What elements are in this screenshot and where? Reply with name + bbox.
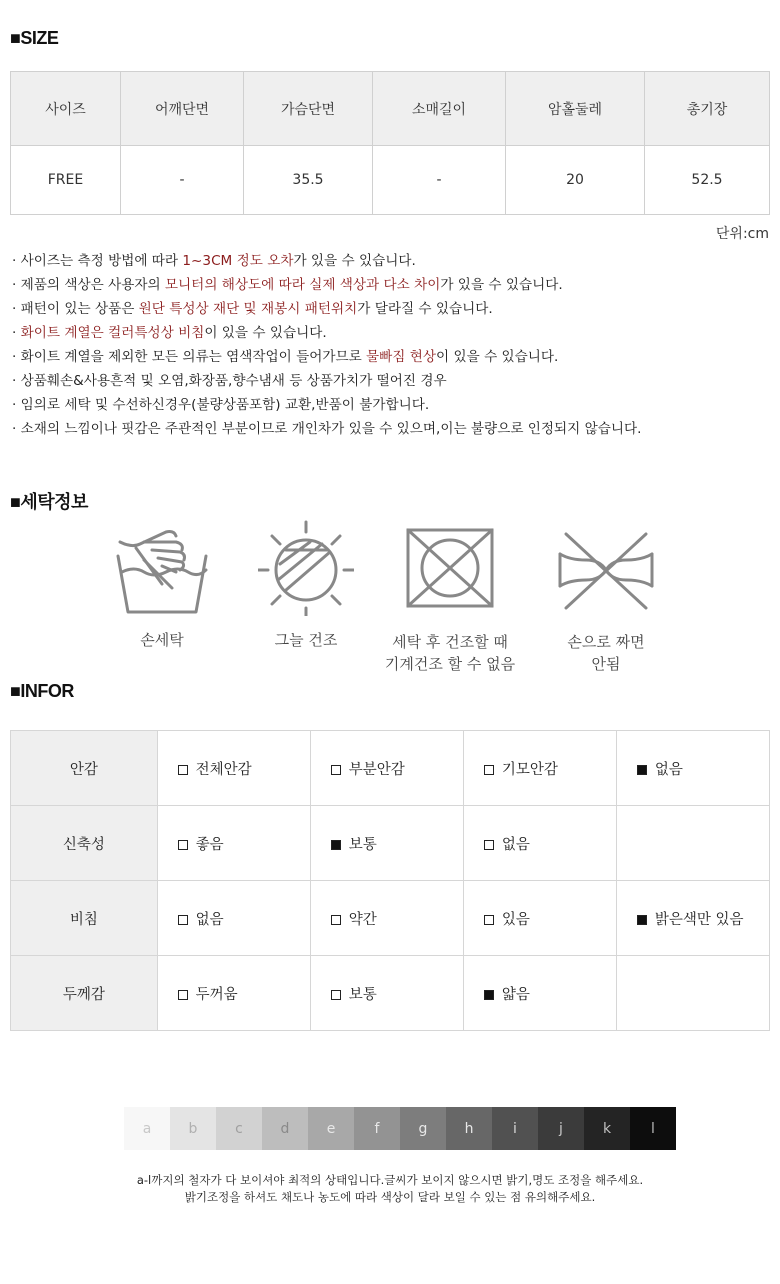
notice-text: · 화이트 계열을 제외한 모든 의류는 염색작업이 들어가므로 [12, 349, 367, 365]
info-option-cell [463, 956, 616, 1031]
care-section-title: ■세탁정보 [10, 492, 88, 512]
checked-box-icon [484, 990, 494, 1000]
info-table [10, 730, 770, 1031]
care-label: 세탁 후 건조할 때 기계건조 할 수 없음 [384, 633, 516, 673]
info-option-text: 없음 [195, 911, 224, 928]
info-row [11, 956, 770, 1031]
brightness-swatch: c [216, 1107, 262, 1150]
notice-highlight: 1~3CM 정도 오차 [182, 253, 294, 269]
notice-item [12, 249, 641, 273]
notice-item [12, 345, 641, 369]
size-header-cell: 소매길이 [373, 72, 506, 146]
brightness-swatch: h [446, 1107, 492, 1150]
brightness-swatch: g [400, 1107, 446, 1150]
info-option-text: 약간 [348, 911, 377, 928]
info-option-cell [310, 806, 463, 881]
notice-text: · 상품훼손&사용흔적 및 오염,화장품,향수냄새 등 상품가치가 떨어진 경우 [12, 373, 447, 389]
notice-highlight: 모니터의 해상도에 따라 실제 색상과 다소 차이 [164, 277, 441, 293]
brightness-swatch: l [630, 1107, 676, 1150]
size-header-cell: 어깨단면 [121, 72, 244, 146]
care-label: 손세탁 [140, 631, 184, 649]
notice-text: · 소재의 느낌이나 핏감은 주관적인 부분이므로 개인차가 있을 수 있으며,이는 불량으로 인정되지 않습니다. [12, 421, 642, 437]
size-header-cell: 총기장 [645, 72, 770, 146]
size-header-cell: 가슴단면 [244, 72, 373, 146]
info-option-text: 있음 [501, 911, 530, 928]
unchecked-box-icon [484, 915, 494, 925]
no-tumble-dry-icon [402, 520, 498, 616]
info-option-cell [310, 881, 463, 956]
size-section-title: ■SIZE [10, 28, 59, 48]
notice-item [12, 297, 641, 321]
info-option-cell [157, 956, 310, 1031]
shade-dry-icon [258, 520, 354, 616]
info-option-cell [463, 881, 616, 956]
notice-highlight: 원단 특성상 재단 및 재봉시 패턴위치 [138, 301, 358, 317]
notice-list [12, 249, 641, 441]
size-cell: - [121, 146, 244, 215]
notice-text: 이 있을 수 있습니다. [204, 325, 327, 341]
brightness-swatch: b [170, 1107, 216, 1150]
size-header-cell: 사이즈 [11, 72, 121, 146]
notice-text: · 임의로 세탁 및 수선하신경우(불량상품포함) 교환,반품이 불가합니다. [12, 397, 430, 413]
size-table-row [11, 146, 770, 215]
unchecked-box-icon [331, 915, 341, 925]
notice-text: 이 있을 수 있습니다. [436, 349, 559, 365]
info-option-text: 부분안감 [348, 761, 405, 778]
size-table [10, 71, 770, 215]
notice-item [12, 273, 641, 297]
notice-item [12, 321, 641, 345]
notice-highlight: 화이트 계열은 컬러특성상 비침 [20, 325, 205, 341]
brightness-swatch: d [262, 1107, 308, 1150]
info-option-cell [157, 806, 310, 881]
notice-highlight: 물빠짐 현상 [366, 349, 437, 365]
unchecked-box-icon [178, 840, 188, 850]
info-row [11, 806, 770, 881]
size-cell: 35.5 [244, 146, 373, 215]
checked-box-icon [637, 915, 647, 925]
info-row-label: 신축성 [11, 806, 158, 881]
info-option-cell [463, 806, 616, 881]
info-row-label: 안감 [11, 731, 158, 806]
checked-box-icon [331, 840, 341, 850]
info-option-cell [310, 956, 463, 1031]
no-wring-icon [556, 520, 656, 616]
info-option-text: 밝은색만 있음 [654, 911, 744, 928]
notice-item [12, 393, 641, 417]
notice-text: · 제품의 색상은 사용자의 [12, 277, 165, 293]
info-option-text: 보통 [348, 986, 377, 1003]
footer-note [0, 1172, 780, 1206]
info-option-text: 보통 [348, 836, 377, 853]
unchecked-box-icon [331, 990, 341, 1000]
size-unit: 단위:cm [715, 226, 769, 242]
size-cell: FREE [11, 146, 121, 215]
notice-text: · 패턴이 있는 상품은 [12, 301, 139, 317]
care-label: 그늘 건조 [274, 631, 338, 649]
info-option-cell [157, 731, 310, 806]
info-option-text: 전체안감 [195, 761, 252, 778]
notice-text: 가 달라질 수 있습니다. [357, 301, 493, 317]
info-row [11, 881, 770, 956]
unchecked-box-icon [484, 840, 494, 850]
info-option-text: 없음 [654, 761, 683, 778]
info-row-label: 두께감 [11, 956, 158, 1031]
brightness-test-strip [124, 1107, 676, 1150]
info-option-cell [616, 956, 769, 1031]
footer-line: a-l까지의 철자가 다 보이셔야 최적의 상태입니다.글씨가 보이지 않으시면 밝기,명도 조정을 해주세요. [136, 1173, 644, 1187]
info-option-text: 없음 [501, 836, 530, 853]
checked-box-icon [637, 765, 647, 775]
brightness-swatch: a [124, 1107, 170, 1150]
info-section-title: ■INFOR [10, 681, 74, 701]
info-option-text: 얇음 [501, 986, 530, 1003]
unchecked-box-icon [178, 990, 188, 1000]
info-option-cell [616, 731, 769, 806]
brightness-swatch: k [584, 1107, 630, 1150]
info-option-cell [310, 731, 463, 806]
brightness-swatch: f [354, 1107, 400, 1150]
notice-item [12, 417, 641, 441]
info-row [11, 731, 770, 806]
info-option-text: 기모안감 [501, 761, 558, 778]
info-option-cell [616, 806, 769, 881]
size-cell: - [373, 146, 506, 215]
notice-text: · 사이즈는 측정 방법에 따라 [12, 253, 183, 269]
info-option-text: 좋음 [195, 836, 224, 853]
brightness-swatch: e [308, 1107, 354, 1150]
info-option-cell [463, 731, 616, 806]
size-cell: 52.5 [645, 146, 770, 215]
care-label: 손으로 짜면 안됨 [567, 633, 645, 673]
notice-text: 가 있을 수 있습니다. [440, 277, 563, 293]
brightness-swatch: j [538, 1107, 584, 1150]
unchecked-box-icon [331, 765, 341, 775]
size-table-header-row [11, 72, 770, 146]
notice-text: 가 있을 수 있습니다. [293, 253, 416, 269]
unchecked-box-icon [178, 765, 188, 775]
unchecked-box-icon [484, 765, 494, 775]
notice-item [12, 369, 641, 393]
info-option-text: 두꺼움 [195, 986, 238, 1003]
unchecked-box-icon [178, 915, 188, 925]
footer-line: 밝기조정을 하셔도 채도나 농도에 따라 색상이 달라 보일 수 있는 점 유의해주세요. [184, 1190, 596, 1204]
size-cell: 20 [506, 146, 645, 215]
size-header-cell: 암홀둘레 [506, 72, 645, 146]
hand-wash-icon [114, 520, 210, 616]
notice-text: · [12, 325, 21, 341]
info-option-cell [616, 881, 769, 956]
info-row-label: 비침 [11, 881, 158, 956]
info-option-cell [157, 881, 310, 956]
brightness-swatch: i [492, 1107, 538, 1150]
